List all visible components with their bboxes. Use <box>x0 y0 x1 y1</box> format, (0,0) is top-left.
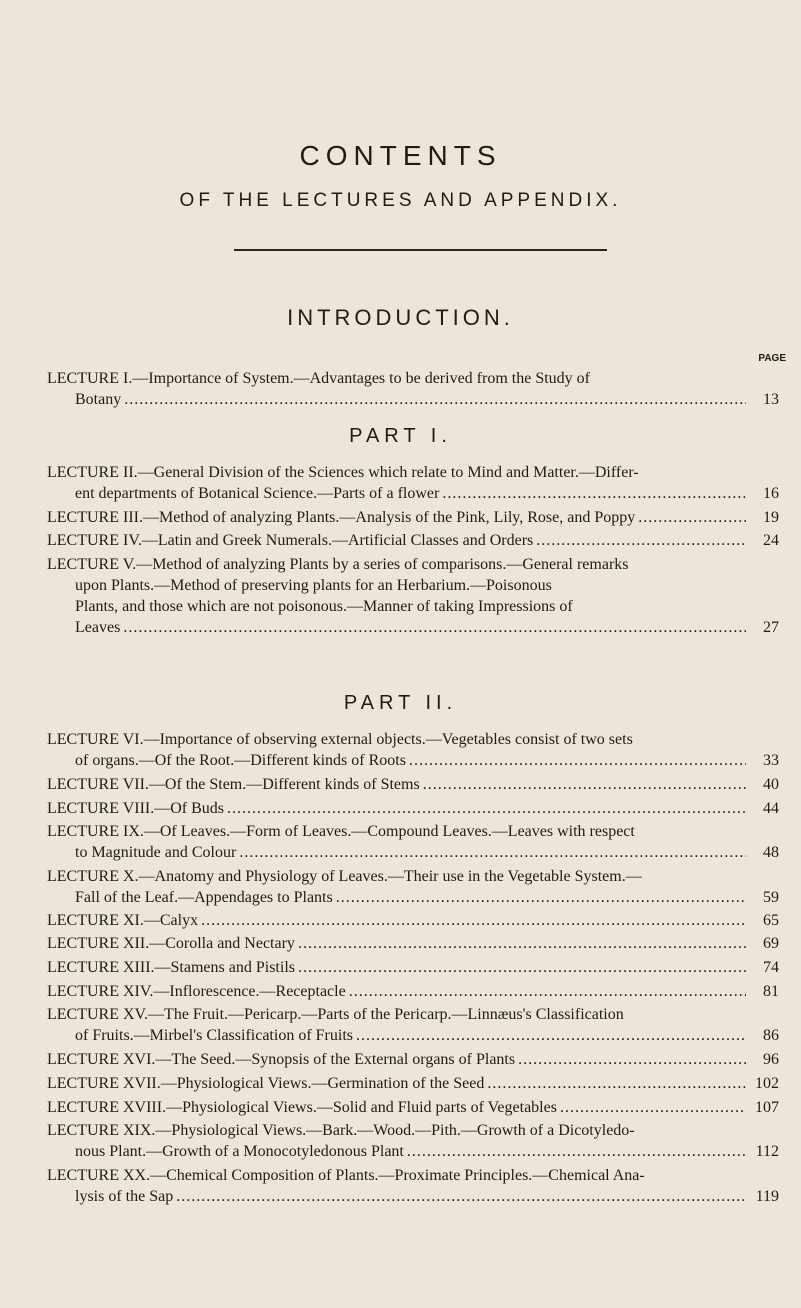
toc-entry <box>47 1165 779 1207</box>
dot-leader <box>201 910 746 931</box>
toc-entry <box>47 1097 779 1118</box>
entry-page-number: 40 <box>763 776 779 793</box>
dot-leader <box>423 774 746 795</box>
toc-entry <box>47 774 779 795</box>
entry-page-number: 19 <box>763 509 779 526</box>
entry-text-line: LECTURE XII.—Corolla and Nectary <box>47 935 295 952</box>
dot-leader <box>356 1025 746 1046</box>
entry-text-line: Fall of the Leaf.—Appendages to Plants <box>75 889 333 906</box>
entry-text-line: Botany <box>75 391 122 408</box>
entry-page-number: 65 <box>763 912 779 929</box>
entry-text-line: LECTURE IV.—Latin and Greek Numerals.—Artificial Classes and Orders <box>47 532 534 549</box>
dot-leader <box>227 798 746 819</box>
entry-page-number: 81 <box>763 983 779 1000</box>
toc-entry <box>47 1049 779 1070</box>
dot-leader <box>487 1073 746 1094</box>
entry-page-number: 48 <box>763 844 779 861</box>
toc-entry <box>47 866 779 908</box>
entry-page-number: 96 <box>763 1051 779 1068</box>
entry-text-line: LECTURE VII.—Of the Stem.—Different kinds of Stems <box>47 776 420 793</box>
entry-page-number: 27 <box>763 619 779 636</box>
entry-text-line: of organs.—Of the Root.—Different kinds of Roots <box>75 752 406 769</box>
dot-leader <box>336 887 746 908</box>
entry-page-number: 102 <box>755 1075 779 1092</box>
toc-entry <box>47 462 779 504</box>
entry-text-line: LECTURE XIII.—Stamens and Pistils <box>47 959 295 976</box>
toc-entry <box>47 798 779 819</box>
entry-text-line: LECTURE II.—General Division of the Sciences which relate to Mind and Matter.—Differ- <box>47 464 639 481</box>
entry-text-line: LECTURE I.—Importance of System.—Advantages to be derived from the Study of <box>47 370 590 387</box>
toc-entry <box>47 957 779 978</box>
entry-page-number: 119 <box>755 1188 779 1205</box>
toc-entry <box>47 933 779 954</box>
toc-entry <box>47 507 779 528</box>
entry-text-line: LECTURE X.—Anatomy and Physiology of Leaves.—Their use in the Vegetable System.— <box>47 868 642 885</box>
entry-page-number: 13 <box>763 391 779 408</box>
entry-text-line: LECTURE V.—Method of analyzing Plants by a series of comparisons.—General remarks <box>47 556 629 573</box>
toc-entry <box>47 729 779 771</box>
toc-entry <box>47 530 779 551</box>
entry-text-line: LECTURE XI.—Calyx <box>47 912 199 929</box>
entry-text-line: LECTURE VI.—Importance of observing external objects.—Vegetables consist of two sets <box>47 731 633 748</box>
toc-entry <box>47 981 779 1002</box>
toc-entry <box>47 1073 779 1094</box>
entry-text-line: LECTURE XVIII.—Physiological Views.—Solid and Fluid parts of Vegetables <box>47 1099 557 1116</box>
dot-leader <box>123 617 746 638</box>
dot-leader <box>176 1186 746 1207</box>
entry-text-line: nous Plant.—Growth of a Monocotyledonous Plant <box>75 1143 404 1160</box>
toc-entry <box>47 554 779 638</box>
dot-leader <box>409 750 746 771</box>
entry-page-number: 44 <box>763 800 779 817</box>
entry-text-line: of Fruits.—Mirbel's Classification of Fruits <box>75 1027 353 1044</box>
dot-leader <box>298 933 746 954</box>
entry-page-number: 86 <box>763 1027 779 1044</box>
entry-page-number: 24 <box>763 532 779 549</box>
introduction-heading: INTRODUCTION. <box>287 305 514 330</box>
toc-entry <box>47 910 779 931</box>
dot-leader <box>298 957 746 978</box>
entry-text-line: LECTURE XX.—Chemical Composition of Plants.—Proximate Principles.—Chemical Ana- <box>47 1167 645 1184</box>
part-two-heading: PART II. <box>343 692 458 714</box>
toc-entry <box>47 821 779 863</box>
toc-entry <box>47 368 779 410</box>
entry-text-line: lysis of the Sap <box>75 1188 174 1205</box>
entry-page-number: 69 <box>763 935 779 952</box>
entry-page-number: 59 <box>763 889 779 906</box>
dot-leader <box>407 1141 746 1162</box>
divider-rule <box>234 249 607 251</box>
entry-text-line: LECTURE III.—Method of analyzing Plants.—Analysis of the Pink, Lily, Rose, and Poppy <box>47 509 636 526</box>
entry-page-number: 74 <box>763 959 779 976</box>
entry-text-line: upon Plants.—Method of preserving plants for an Herbarium.—Poisonous <box>75 577 552 594</box>
entry-text-line: Plants, and those which are not poisonous.—Manner of taking Impressions of <box>75 598 573 615</box>
part-one-heading: PART I. <box>349 425 452 447</box>
entry-text-line: LECTURE XV.—The Fruit.—Pericarp.—Parts of the Pericarp.—Linnæus's Classification <box>47 1006 624 1023</box>
dot-leader <box>124 389 746 410</box>
dot-leader <box>349 981 746 1002</box>
entry-text-line: to Magnitude and Colour <box>75 844 237 861</box>
entry-page-number: 16 <box>763 485 779 502</box>
entry-page-number: 112 <box>755 1143 779 1160</box>
entry-text-line: LECTURE XIV.—Inflorescence.—Receptacle <box>47 983 346 1000</box>
entry-text-line: LECTURE XVI.—The Seed.—Synopsis of the External organs of Plants <box>47 1051 516 1068</box>
entry-text-line: LECTURE IX.—Of Leaves.—Form of Leaves.—Compound Leaves.—Leaves with respect <box>47 823 635 840</box>
entry-page-number: 33 <box>763 752 779 769</box>
page-column-label: PAGE <box>758 353 786 364</box>
dot-leader <box>239 842 746 863</box>
entry-text-line: LECTURE VIII.—Of Buds <box>47 800 225 817</box>
entry-text-line: ent departments of Botanical Science.—Parts of a flower <box>75 485 440 502</box>
entry-text-line: LECTURE XIX.—Physiological Views.—Bark.—Wood.—Pith.—Growth of a Dicotyledo- <box>47 1122 635 1139</box>
dot-leader <box>560 1097 746 1118</box>
dot-leader <box>442 483 746 504</box>
entry-text-line: LECTURE XVII.—Physiological Views.—Germination of the Seed <box>47 1075 485 1092</box>
entry-page-number: 107 <box>755 1099 779 1116</box>
toc-entry <box>47 1120 779 1162</box>
entry-text-line: Leaves <box>75 619 121 636</box>
dot-leader <box>638 507 746 528</box>
page-subtitle: OF THE LECTURES AND APPENDIX. <box>179 190 622 211</box>
dot-leader <box>536 530 746 551</box>
page-title: CONTENTS <box>299 140 502 171</box>
toc-entry <box>47 1004 779 1046</box>
dot-leader <box>518 1049 746 1070</box>
